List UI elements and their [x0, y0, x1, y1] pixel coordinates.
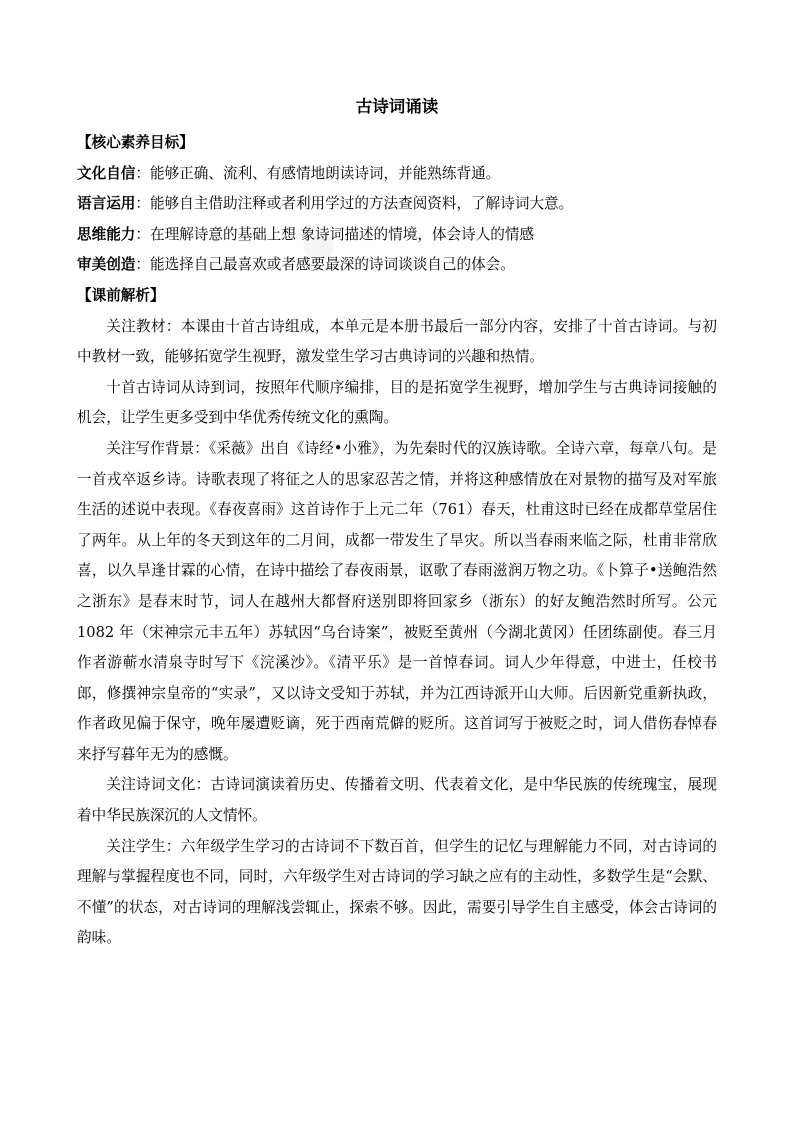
goal-item-aesthetic: 审美创造：能选择自己最喜欢或者感要最深的诗词谈谈自己的体会。: [77, 256, 515, 274]
goal-item-thinking: 思维能力：在理解诗意的基础上想 象诗词描述的情境，体会诗人的情感: [77, 225, 535, 243]
paragraph-background: 关注写作背景：《采薇》出自《诗经•小雅》，为先秦时代的汉族诗歌。全诗六章，每章八句。是一首戎卒返乡诗。诗歌表现了将征之人的思家忍苦之情，并将这种感情放在对景物的描写及对军旅生活的述说中表现。《春夜喜雨》这首诗作于上元二年（761）春天，杜甫这时已经在成都草堂居住了两年。从上年的冬天到这年的二月间，成都一带发生了旱灾。所以当春雨来临之际，杜甫非常欣喜，以久旱逢甘霖的心情，在诗中描绘了春夜雨景，讴歌了春雨滋润万物之功。《卜算子•送鲍浩然之浙东》是春末时节，词人在越州大都督府送别即将回家乡（浙东）的好友鲍浩然时所写。公元 1082 年（宋神宗元丰五年）苏轼因“乌台诗案”，被贬至黄州（今湖北黄冈）任团练副使。春三月作者游蕲水清泉寺时写下《浣溪沙》。《清平乐》是一首悼春词。词人少年得意，中进士，任校书郎，修撰神宗皇帝的“实录”，又以诗文受知于苏轼，并为江西诗派开山大师。后因新党重新执政，作者政见偏于保守，晚年屡遭贬谪，死于西南荒僻的贬所。这首词写于被贬之时，词人借伤春悼春来抒写暮年无为的感慨。: [77, 439, 717, 763]
section-heading-core-goals: 【核心素养目标】: [77, 134, 194, 151]
goal-item-culture: 文化自信：能够正确、流利、有感情地朗读诗词，并能熟练背通。: [77, 164, 501, 182]
goal-item-language: 语言运用：能够自主借助注释或者利用学过的方法查阅资料，了解诗词大意。: [77, 195, 574, 213]
paragraph-arrangement: 十首古诗词从诗到词，按照年代顺序编排，目的是拓宽学生视野，增加学生与古典诗词接触的机会，让学生更多受到中华优秀传统文化的熏陶。: [77, 378, 717, 427]
goal-label: 审美创造: [77, 256, 136, 274]
goal-text: 能够自主借助注释或者利用学过的方法查阅资料，了解诗词大意。: [150, 195, 574, 213]
goal-label: 思维能力: [77, 225, 136, 243]
paragraph-culture: 关注诗词文化：古诗词演读着历史、传播着文明、代表着文化，是中华民族的传统瑰宝，展现着中华民族深沉的人文情怀。: [77, 776, 717, 825]
page-title: 古诗词诵读: [355, 97, 439, 116]
goal-text: 能选择自己最喜欢或者感要最深的诗词谈谈自己的体会。: [150, 256, 515, 274]
goal-text: 能够正确、流利、有感情地朗读诗词，并能熟练背通。: [150, 164, 501, 182]
goal-label: 语言运用: [77, 195, 136, 213]
goal-label: 文化自信: [77, 164, 136, 182]
goal-text: 在理解诗意的基础上想 象诗词描述的情境，体会诗人的情感: [150, 225, 535, 243]
document-page: [77, 86, 717, 954]
section-heading-pre-class: 【课前解析】: [77, 286, 165, 304]
paragraph-students: 关注学生：六年级学生学习的古诗词不下数百首，但学生的记忆与理解能力不同，对古诗词的理解与掌握程度也不同，同时，六年级学生对古诗词的学习缺之应有的主动性，多数学生是“会默、不懂”的状态，对古诗词的理解浅尝辄止，探索不够。因此，需要引导学生自主感受，体会古诗词的韵味。: [77, 837, 717, 947]
paragraph-textbook: 关注教材：本课由十首古诗组成，本单元是本册书最后一部分内容，安排了十首古诗词。与初中教材一致，能够拓宽学生视野，激发堂生学习古典诗词的兴趣和热情。: [77, 317, 717, 366]
